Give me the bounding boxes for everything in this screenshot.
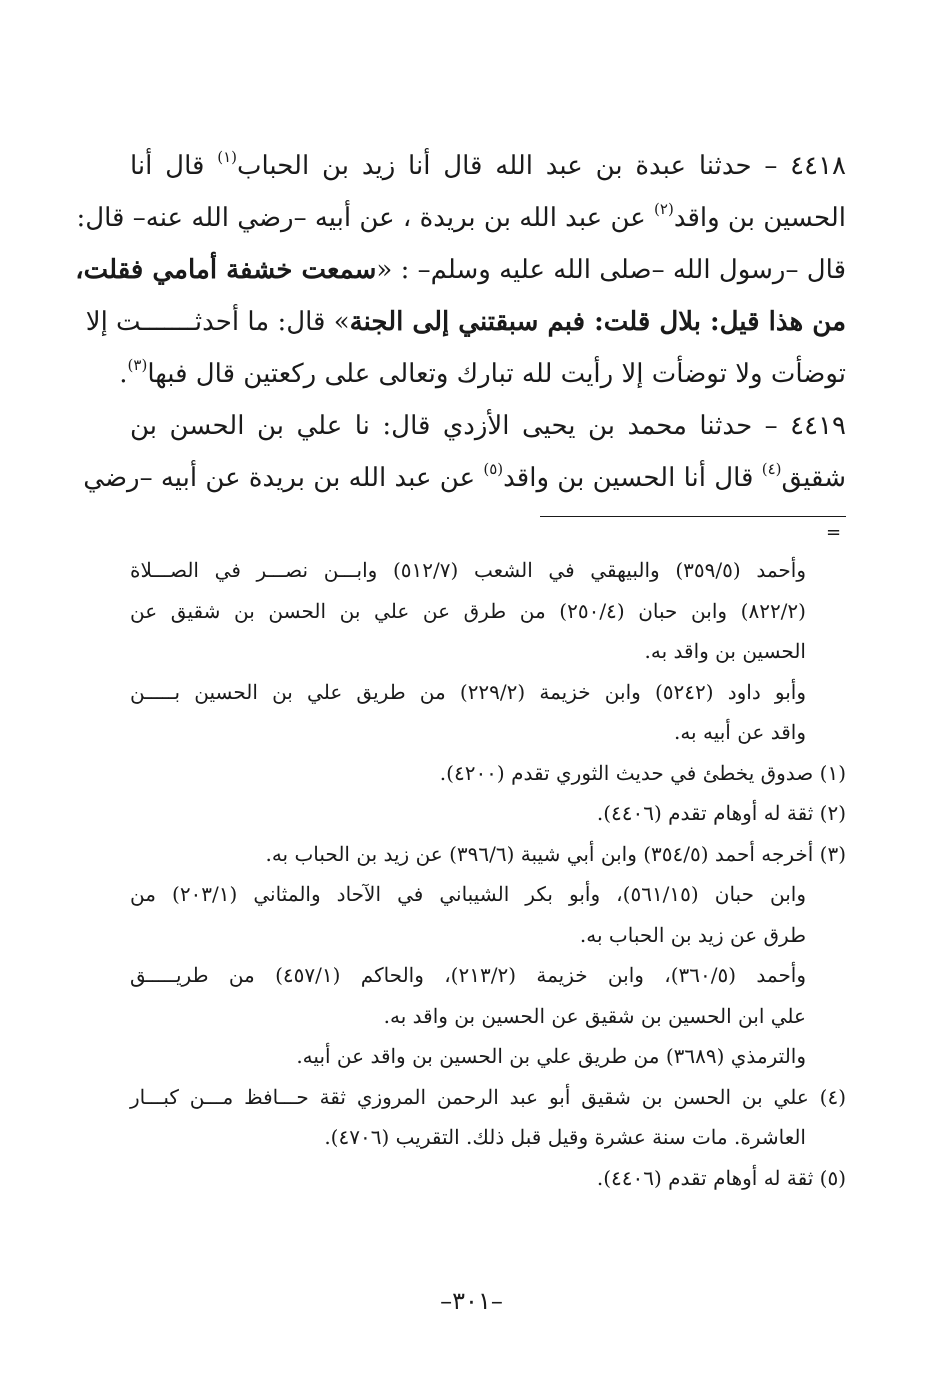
- footnote-continuation-line: وأحمد (٣٥٩/٥) والبيهقي في الشعب (٥١٢/٧) وابـــن نصـــر في الصـــلاة: [130, 558, 806, 582]
- footnote-ref-5: (٥): [483, 460, 504, 478]
- page-number: –٣٠١–: [440, 1287, 503, 1315]
- footnote-continuation-line: واقد عن أبيه به.: [673, 720, 806, 744]
- footnote-5: (٥) ثقة له أوهام تقدم (٤٤٠٦).: [596, 1165, 846, 1190]
- hadith-4418-line-2: الحسين بن واقد$^{(٢)}$ عن عبد الله بن بريدة ، عن أبيه –رضي الله عنه– قال:: [76, 200, 846, 233]
- hadith-4418-line-4: من هذا قيل: بلال قلت: فبم سبقتني إلى الجنة» قال: ما أحدثـــــــت إلا: [85, 307, 846, 337]
- footnote-4-line: العاشرة. مات سنة عشرة وقيل قبل ذلك. التقريب (٤٧٠٦).: [324, 1125, 806, 1149]
- hadith-4418-line-5: توضأت ولا توضأت إلا رأيت لله تبارك وتعالى على ركعتين قال فبها$^{(٣)}$.: [119, 356, 846, 389]
- footnote-2: (٢) ثقة له أوهام تقدم (٤٤٠٦).: [596, 801, 846, 825]
- footnote-3-line: طرق عن زيد بن الحباب به.: [579, 922, 806, 947]
- footnote-continuation-line: وأبو داود (٥٢٤٢) وابن خزيمة (٢٢٩/٢) من طريق علي بن الحسين بـــــن: [130, 679, 807, 704]
- footnote-3-line: وأحمد (٣٦٠/٥)، وابن خزيمة (٢١٣/٢)، والحاكم (٤٥٧/١) من طريـــــق: [130, 963, 807, 987]
- footnote-3-line: وابن حبان (٥٦١/١٥)، وأبو بكر الشيباني في الآحاد والمثاني (٢٠٣/١) من: [130, 882, 807, 906]
- main-text: [75, 140, 846, 504]
- hadith-4419-line-1: ٤٤١٩ – حدثنا محمد بن يحيى الأزدي قال: نا علي بن الحسن بن: [130, 411, 846, 441]
- footnote-divider: [540, 516, 846, 517]
- footnotes: [130, 550, 846, 1198]
- footnote-continuation-line: (٨٢٢/٢) وابن حبان (٢٥٠/٤) من طرق عن علي بن الحسن بن شقيق عن: [130, 598, 806, 623]
- footnote-3-line: علي ابن الحسين بن شقيق عن الحسين بن واقد به.: [383, 1003, 806, 1028]
- footnote-ref-1: (١): [217, 148, 238, 166]
- hadith-4419-line-2: شقيق$^{(٤)}$ قال أنا الحسين بن واقد$^{(٥)}$ عن عبد الله بن بريدة عن أبيه –رضي: [83, 460, 846, 493]
- continuation-mark: =: [826, 522, 842, 543]
- hadith-4418-line-1: ٤٤١٨ – حدثنا عبدة بن عبد الله قال أنا زيد بن الحباب$^{(١)}$ قال أنا: [130, 148, 846, 181]
- hadith-matn-bold: سمعت خشفة أمامي فقلت،: [75, 255, 377, 285]
- footnote-3: (٣) أخرجه أحمد (٣٥٤/٥) وابن أبي شيبة (٣٩٦/٦) عن زيد بن الحباب به.: [265, 841, 846, 866]
- footnote-1: (١) صدوق يخطئ في حديث الثوري تقدم (٤٢٠٠).: [439, 760, 846, 785]
- footnote-3-line: والترمذي (٣٦٨٩) من طريق علي بن الحسين بن واقد عن أبيه.: [296, 1044, 806, 1068]
- footnote-ref-2: (٢): [654, 200, 674, 218]
- footnote-ref-3: (٣): [127, 356, 148, 374]
- footnote-4: (٤) علي بن الحسن بن شقيق أبو عبد الرحمن المروزي ثقة حـــافظ مـــن كبـــار: [130, 1084, 846, 1109]
- footnote-continuation-line: الحسين بن واقد به.: [644, 639, 806, 663]
- hadith-4418-line-3: قال –رسول الله –صلى الله عليه وسلم– : «سمعت خشفة أمامي فقلت،: [75, 255, 846, 285]
- footnote-ref-4: (٤): [761, 460, 782, 478]
